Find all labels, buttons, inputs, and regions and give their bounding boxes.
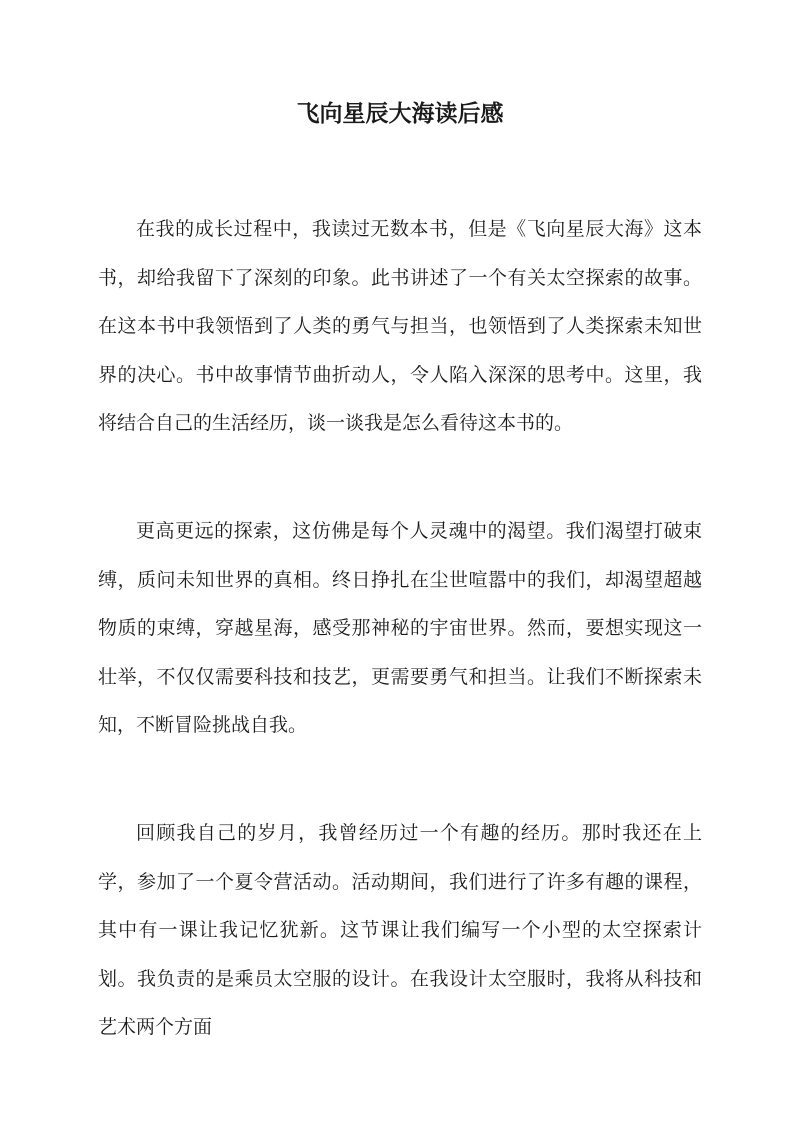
document-title: 飞向星辰大海读后感 [296, 100, 504, 127]
paragraph-3: 回顾我自己的岁月，我曾经历过一个有趣的经历。那时我还在上学，参加了一个夏令营活动。活动期间，我们进行了许多有趣的课程，其中有一课让我记忆犹新。这节课让我们编写一个小型的太空探索计划。我负责的是乘员太空服的设计。在我设计太空服时，我将从科技和艺术两个方面 [98, 822, 702, 1039]
paragraph-2: 更高更远的探索，这仿佛是每个人灵魂中的渴望。我们渴望打破束缚，质问未知世界的真相。终日挣扎在尘世喧嚣中的我们，却渴望超越物质的束缚，穿越星海，感受那神秘的宇宙世界。然而，要想实现这一壮举，不仅仅需要科技和技艺，更需要勇气和担当。让我们不断探索未知，不断冒险挑战自我。 [98, 520, 702, 737]
paragraph-1: 在我的成长过程中，我读过无数本书，但是《飞向星辰大海》这本书，却给我留下了深刻的印象。此书讲述了一个有关太空探索的故事。在这本书中我领悟到了人类的勇气与担当，也领悟到了人类探索未知世界的决心。书中故事情节曲折动人，令人陷入深深的思考中。这里，我将结合自己的生活经历，谈一谈我是怎么看待这本书的。 [98, 218, 702, 435]
